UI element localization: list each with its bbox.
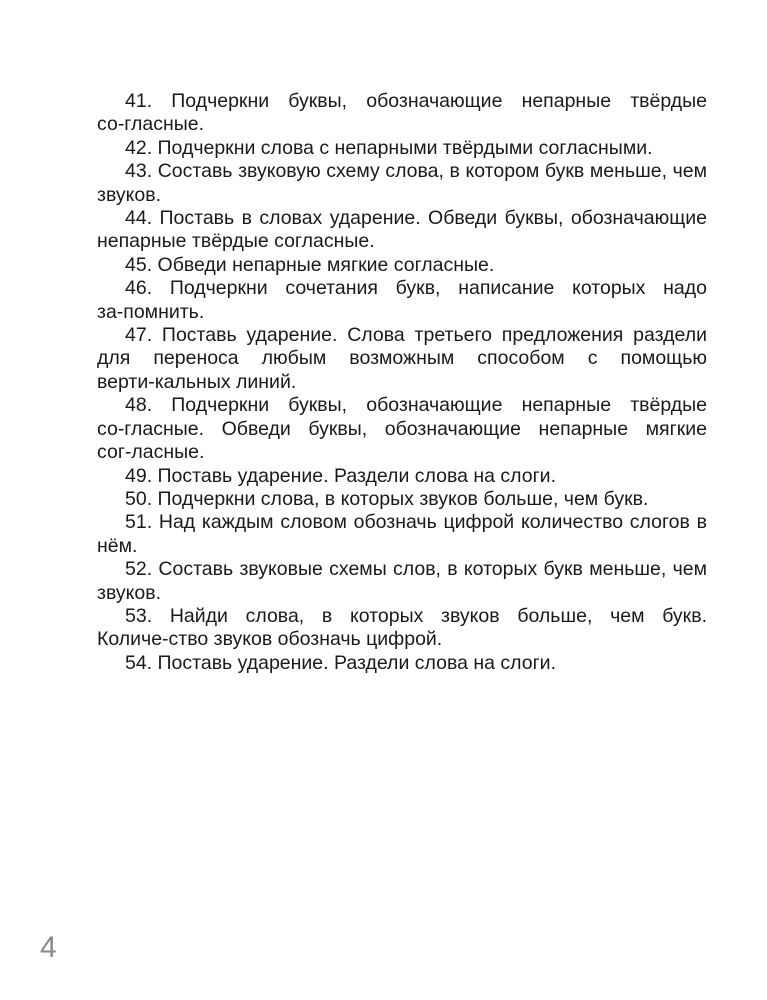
exercise-49: 49. Поставь ударение. Раздели слова на слоги. [125, 464, 556, 487]
exercise-54: 54. Поставь ударение. Раздели слова на слоги. [125, 651, 556, 674]
exercise-48: 48. Подчеркни буквы, обозначающие непарные твёрдые со-гласные. Обведи буквы, обозначающие непарные мягкие сог-ласные. [97, 394, 707, 464]
exercise-43: 43. Составь звуковую схему слова, в котором букв меньше, чем звуков. [97, 160, 707, 206]
exercise-42: 42. Подчеркни слова с непарными твёрдыми согласными. [125, 136, 653, 159]
exercise-45: 45. Обведи непарные мягкие согласные. [125, 253, 495, 276]
exercise-47: 47. Поставь ударение. Слова третьего предложения раздели для переноса любым возможным способом с помощью верти-кальных линий. [97, 324, 707, 393]
exercise-46: 46. Подчеркни сочетания букв, написание которых надо за-помнить. [97, 277, 707, 323]
exercise-50: 50. Подчеркни слова, в которых звуков больше, чем букв. [125, 487, 649, 510]
exercise-list [97, 90, 707, 675]
exercise-52: 52. Составь звуковые схемы слов, в которых букв меньше, чем звуков. [97, 558, 707, 604]
exercise-51: 51. Над каждым словом обозначь цифрой количество слогов в нём. [97, 511, 707, 557]
exercise-53: 53. Найди слова, в которых звуков больше, чем букв. Количе-ство звуков обозначь цифрой. [97, 604, 707, 651]
exercise-44: 44. Поставь в словах ударение. Обведи буквы, обозначающие непарные твёрдые согласные. [97, 207, 707, 253]
page-number: 4 [40, 931, 57, 964]
exercise-41: 41. Подчеркни буквы, обозначающие непарные твёрдые со-гласные. [97, 90, 707, 136]
